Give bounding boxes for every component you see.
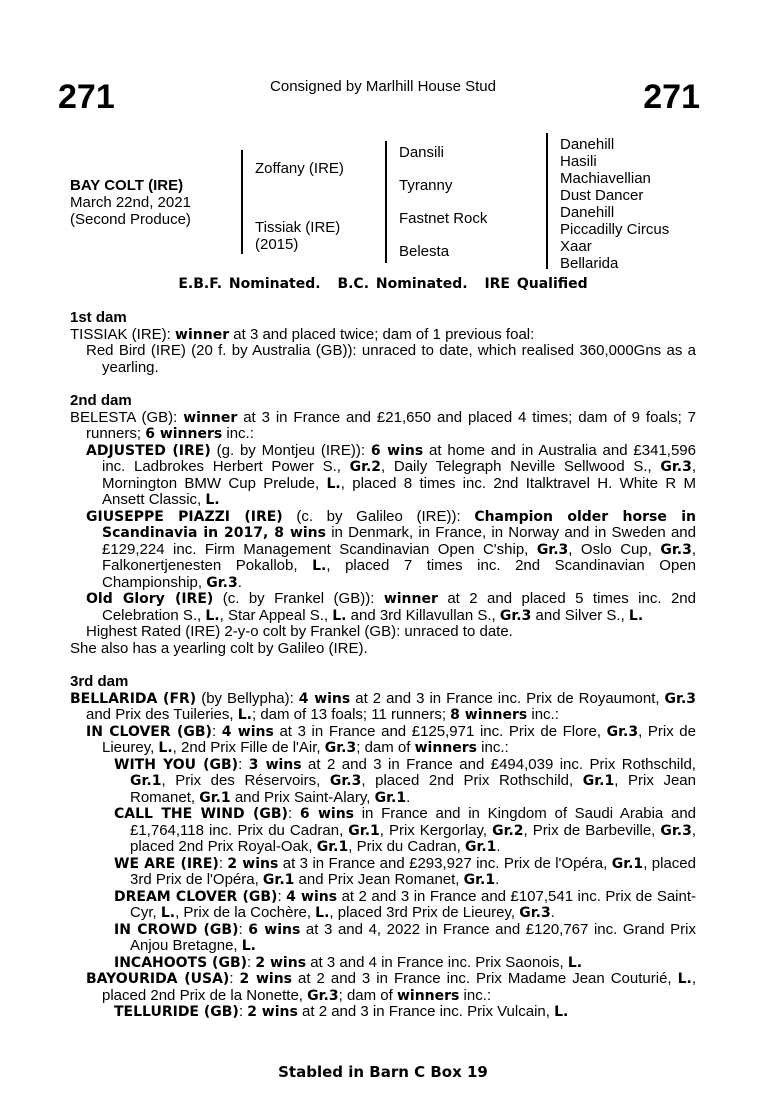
dam1-foal: Red Bird (IRE) (20 f. by Australia (GB)): unraced to date, which realised 360,000Gns as a yearling. bbox=[86, 342, 696, 376]
pedigree-gen2-1: Tyranny bbox=[399, 177, 453, 194]
runner-adjusted: ADJUSTED (IRE) (g. by Montjeu (IRE)): 6 wins at home and in Australia and £341,596 inc. Ladbrokes Herbert Power S., Gr.2, Daily Telegraph Neville Sellwood S., Gr.3, Mornington BMW Cup Prelude, L., placed 8 times inc. 2nd Italktravel H. White R M Ansett Classic, L. bbox=[86, 441, 696, 508]
runner-incahoots: INCAHOOTS (GB): 2 wins at 3 and 4 in France inc. Prix Saonois, L. bbox=[114, 953, 583, 971]
pedigree-gen2-3: Belesta bbox=[399, 243, 450, 260]
runner-in-clover: IN CLOVER (GB): 4 wins at 3 in France and £125,971 inc. Prix de Flore, Gr.3, Prix de Lieurey, L., 2nd Prix Fille de l'Air, Gr.3; dam of winners inc.: bbox=[86, 722, 696, 756]
pedigree-sire: Zoffany (IRE) bbox=[255, 160, 344, 177]
pedigree-gen3-0: Danehill bbox=[560, 136, 615, 153]
nomination-bc: B.C. Nominated. bbox=[337, 276, 468, 292]
runner-dream-clover: DREAM CLOVER (GB): 4 wins at 2 and 3 in France and £107,541 inc. Prix de Saint-Cyr, L., Prix de la Cochère, L., placed 3rd Prix de Lieurey, Gr.3. bbox=[114, 887, 697, 921]
horse-info bbox=[70, 177, 191, 228]
pedigree-gen3-5: Piccadilly Circus bbox=[560, 221, 670, 238]
pedigree-gen3-3: Dust Dancer bbox=[560, 187, 644, 204]
lot-number-right: 271 bbox=[643, 78, 700, 116]
runner-old-glory: Old Glory (IRE) (c. by Frankel (GB)): winner at 2 and placed 5 times inc. 2nd Celebration S., L., Star Appeal S., L. and 3rd Killavullan S., Gr.3 and Silver S., L. bbox=[86, 590, 696, 624]
runner-call-the-wind: CALL THE WIND (GB): 6 wins in France and in Kingdom of Saudi Arabia and £1,764,118 inc. Prix du Cadran, Gr.1, Prix Kergorlay, Gr.2, Prix de Barbeville, Gr.3, placed 2nd Prix Royal-Oak, Gr.1, Prix du Cadran, Gr.1. bbox=[114, 805, 696, 855]
pedigree-gen3-6: Xaar bbox=[560, 238, 592, 255]
pedigree-divider-1 bbox=[241, 150, 243, 254]
runner-with-you: WITH YOU (GB): 3 wins at 2 and 3 in France and £494,039 inc. Prix Rothschild, Gr.1, Prix des Réservoirs, Gr.3, placed 2nd Prix Rothschild, Gr.1, Prix Jean Romanet, Gr.1 and Prix Saint-Alary, Gr.1. bbox=[114, 755, 696, 806]
consignor: Consigned by Marlhill House Stud bbox=[270, 78, 496, 95]
pedigree-gen3-2: Machiavellian bbox=[560, 170, 651, 187]
lot-number-left: 271 bbox=[58, 78, 115, 116]
pedigree-gen2-0: Dansili bbox=[399, 144, 445, 161]
runner-in-crowd: IN CROWD (GB): 6 wins at 3 and 4, 2022 in France and £120,767 inc. Grand Prix Anjou Bretagne, L. bbox=[114, 920, 696, 954]
section-second-dam: 2nd dam bbox=[70, 392, 132, 409]
horse-title: BAY COLT (IRE) bbox=[70, 177, 184, 194]
pedigree-gen3-7: Bellarida bbox=[560, 255, 619, 272]
pedigree-dam-name: Tissiak (IRE) bbox=[255, 219, 341, 236]
nomination-ire: IRE Qualified bbox=[484, 276, 588, 292]
dam3-paragraph: BELLARIDA (FR) (by Bellypha): 4 wins at 2 and 3 in France inc. Prix de Royaumont, Gr.3 and Prix des Tuileries, L.; dam of 13 foals; 11 runners; 8 winners inc.: bbox=[70, 689, 697, 723]
pedigree-dam-year: (2015) bbox=[255, 236, 299, 253]
runner-highest-rated: Highest Rated (IRE) 2-y-o colt by Frankel (GB): unraced to date. bbox=[86, 623, 513, 640]
runner-we-are: WE ARE (IRE): 2 wins at 3 in France and £293,927 inc. Prix de l'Opéra, Gr.1, placed 3rd Prix de l'Opéra, Gr.1 and Prix Jean Romanet, Gr.1. bbox=[114, 854, 696, 888]
nomination-ebf: E.B.F. Nominated. bbox=[178, 276, 321, 292]
horse-produce: (Second Produce) bbox=[70, 211, 191, 228]
section-third-dam: 3rd dam bbox=[70, 673, 129, 690]
horse-foaled: March 22nd, 2021 bbox=[70, 194, 191, 211]
catalogue-body bbox=[70, 310, 696, 1021]
pedigree-divider-2 bbox=[385, 141, 387, 263]
dam1-paragraph: TISSIAK (IRE): winner at 3 and placed twice; dam of 1 previous foal: bbox=[70, 325, 535, 343]
runner-bayourida: BAYOURIDA (USA): 2 wins at 2 and 3 in France inc. Prix Madame Jean Couturié, L., placed 2nd Prix de la Nonette, Gr.3; dam of winners inc.: bbox=[86, 970, 697, 1004]
dam2-yearling-note: She also has a yearling colt by Galileo (IRE). bbox=[70, 639, 368, 657]
pedigree-gen2-2: Fastnet Rock bbox=[399, 210, 488, 227]
section-first-dam: 1st dam bbox=[70, 309, 127, 326]
pedigree-gen3-1: Hasili bbox=[560, 153, 597, 170]
runner-giuseppe-piazzi: GIUSEPPE PIAZZI (IRE) (c. by Galileo (IRE)): Champion older horse in Scandinavia in 2017, 8 wins in Denmark, in France, in Norway and in Sweden and £129,224 inc. Firm Management Scandinavian Open C'ship, Gr.3, Oslo Cup, Gr.3, Falkonertjenesten Pokallob, L., placed 7 times inc. 2nd Scandinavian Open Championship, Gr.3. bbox=[86, 507, 697, 591]
pedigree-gen3 bbox=[560, 136, 669, 272]
stabling-footer: Stabled in Barn C Box 19 bbox=[278, 1063, 488, 1081]
pedigree-dam bbox=[255, 219, 340, 253]
pedigree-gen3-4: Danehill bbox=[560, 204, 615, 221]
dam2-paragraph: BELESTA (GB): winner at 3 in France and £21,650 and placed 4 times; dam of 9 foals; 7 runners; 6 winners inc.: bbox=[70, 408, 697, 442]
pedigree-divider-3 bbox=[546, 133, 548, 269]
nominations bbox=[0, 276, 766, 292]
runner-telluride: TELLURIDE (GB): 2 wins at 2 and 3 in France inc. Prix Vulcain, L. bbox=[114, 1003, 569, 1020]
